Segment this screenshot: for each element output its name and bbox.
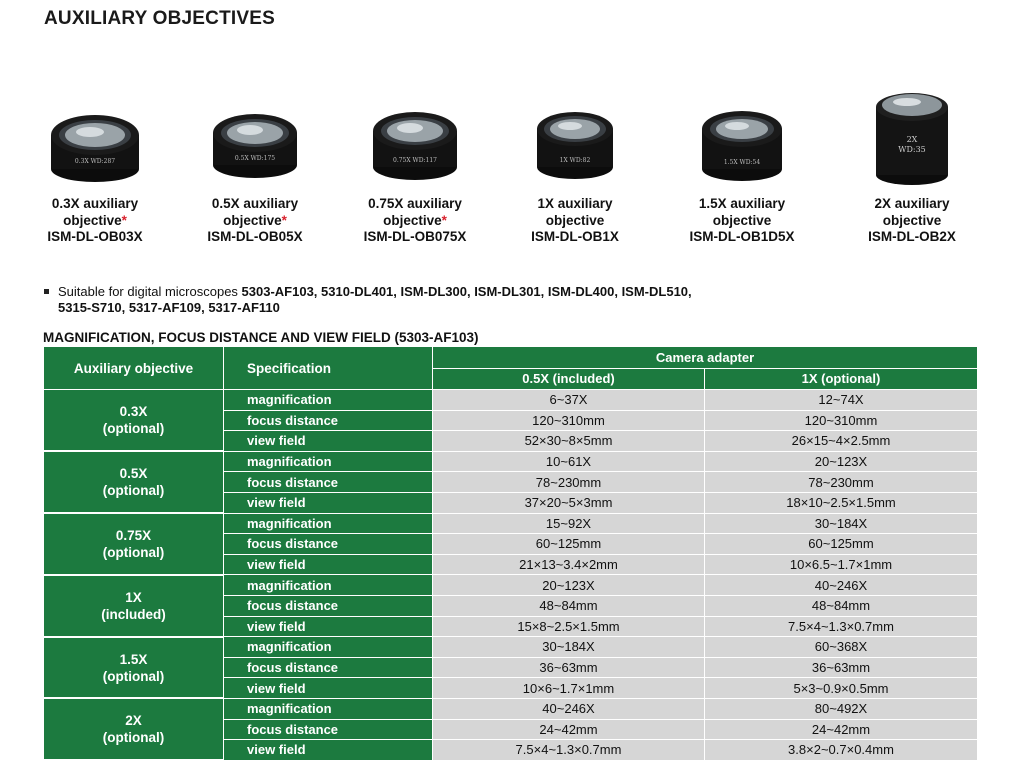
spec-label: magnification [224, 637, 433, 658]
value-05x: 21×13~3.4×2mm [433, 554, 705, 575]
value-1x: 18×10~2.5×1.5mm [705, 492, 978, 513]
value-1x: 78~230mm [705, 472, 978, 493]
value-1x: 60~125mm [705, 534, 978, 555]
value-05x: 36~63mm [433, 657, 705, 678]
compatibility-note [44, 284, 804, 316]
header-adapter-1x: 1X (optional) [705, 368, 978, 390]
value-1x: 60~368X [705, 637, 978, 658]
svg-text:1X WD:82: 1X WD:82 [559, 157, 591, 164]
value-05x: 6~37X [433, 390, 705, 411]
spec-label: focus distance [224, 719, 433, 740]
objective-group-cell [44, 637, 224, 699]
spec-label: focus distance [224, 472, 433, 493]
spec-label: focus distance [224, 410, 433, 431]
objective-group-cell [44, 451, 224, 513]
value-05x: 60~125mm [433, 534, 705, 555]
product-code: ISM-DL-OB1X [531, 229, 619, 244]
note-prefix: Suitable for digital microscopes [58, 284, 242, 299]
bullet-icon [44, 289, 49, 294]
objective-name: 0.3X [119, 404, 148, 420]
product-code: ISM-DL-OB075X [363, 229, 467, 244]
value-1x: 48~84mm [705, 595, 978, 616]
value-1x: 12~74X [705, 390, 978, 411]
value-1x: 30~184X [705, 513, 978, 534]
spec-label: magnification [224, 390, 433, 411]
product-type: objective [882, 212, 942, 228]
header-specification: Specification [224, 347, 433, 390]
value-1x: 36~63mm [705, 657, 978, 678]
product-name: 2X auxiliary [874, 196, 950, 211]
spec-label: focus distance [224, 657, 433, 678]
optional-star: * [281, 212, 287, 228]
optional-star: * [121, 212, 127, 228]
product-caption [170, 196, 340, 246]
spec-label: view field [224, 678, 433, 699]
product-card [657, 85, 827, 255]
product-caption [657, 196, 827, 246]
value-05x: 10~61X [433, 451, 705, 472]
value-05x: 7.5×4~1.3×0.7mm [433, 740, 705, 761]
svg-text:WD:35: WD:35 [898, 145, 926, 154]
objective-name: 1X [125, 589, 142, 605]
value-1x: 80~492X [705, 698, 978, 719]
product-caption [490, 196, 660, 246]
objective-lens-image [657, 85, 827, 195]
svg-text:1.5X WD:54: 1.5X WD:54 [723, 159, 761, 166]
objective-name: 1.5X [119, 651, 148, 667]
product-code: ISM-DL-OB1D5X [689, 229, 795, 244]
objective-group-cell [44, 390, 224, 452]
product-type: objective [223, 212, 282, 228]
product-type: objective [63, 212, 122, 228]
value-05x: 120~310mm [433, 410, 705, 431]
value-1x: 26×15~4×2.5mm [705, 431, 978, 452]
objective-status: (included) [101, 606, 166, 622]
spec-label: view field [224, 431, 433, 452]
objective-lens-image [490, 85, 660, 195]
product-type: objective [383, 212, 442, 228]
table-row [44, 637, 978, 658]
spec-label: magnification [224, 513, 433, 534]
product-type: objective [545, 212, 605, 228]
product-card [330, 85, 500, 255]
objective-lens-image [330, 85, 500, 195]
value-05x: 20~123X [433, 575, 705, 596]
spec-table [43, 346, 978, 761]
objective-lens-image [10, 85, 180, 195]
value-05x: 48~84mm [433, 595, 705, 616]
product-name: 1.5X auxiliary [698, 196, 786, 211]
objective-group-cell [44, 575, 224, 637]
note-models-cont: 5315-S710, 5317-AF109, 5317-AF110 [58, 300, 280, 315]
spec-label: view field [224, 492, 433, 513]
product-type: objective [712, 212, 772, 228]
value-1x: 7.5×4~1.3×0.7mm [705, 616, 978, 637]
objective-status: (optional) [102, 730, 165, 746]
product-name: 0.3X auxiliary [51, 196, 139, 211]
product-code: ISM-DL-OB03X [47, 229, 143, 244]
value-05x: 24~42mm [433, 719, 705, 740]
value-05x: 40~246X [433, 698, 705, 719]
objective-name: 2X [125, 713, 142, 729]
spec-label: magnification [224, 451, 433, 472]
product-name: 0.75X auxiliary [368, 196, 462, 211]
product-caption [330, 196, 500, 246]
svg-text:0.5X WD:175: 0.5X WD:175 [234, 155, 276, 162]
product-name: 1X auxiliary [537, 196, 613, 211]
page-title: AUXILIARY OBJECTIVES [44, 8, 275, 29]
value-1x: 40~246X [705, 575, 978, 596]
value-1x: 10×6.5~1.7×1mm [705, 554, 978, 575]
spec-label: view field [224, 616, 433, 637]
svg-text:0.3X WD:287: 0.3X WD:287 [74, 158, 116, 165]
table-row [44, 390, 978, 411]
svg-text:2X: 2X [906, 135, 918, 144]
objective-status: (optional) [102, 668, 165, 684]
objective-name: 0.75X [115, 527, 152, 543]
value-05x: 30~184X [433, 637, 705, 658]
product-code: ISM-DL-OB2X [868, 229, 956, 244]
value-05x: 15×8~2.5×1.5mm [433, 616, 705, 637]
header-adapter-05x: 0.5X (included) [433, 368, 705, 390]
table-row [44, 575, 978, 596]
spec-label: view field [224, 740, 433, 761]
spec-label: view field [224, 554, 433, 575]
value-1x: 20~123X [705, 451, 978, 472]
product-caption [827, 196, 997, 246]
value-05x: 52×30~8×5mm [433, 431, 705, 452]
table-row [44, 451, 978, 472]
header-objective: Auxiliary objective [44, 347, 224, 390]
header-camera-adapter: Camera adapter [433, 347, 978, 369]
product-gallery [0, 85, 1024, 255]
spec-label: magnification [224, 698, 433, 719]
value-05x: 37×20~5×3mm [433, 492, 705, 513]
product-card [10, 85, 180, 255]
table-row [44, 698, 978, 719]
product-code: ISM-DL-OB05X [207, 229, 303, 244]
objective-lens-image [827, 85, 997, 195]
objective-lens-image [170, 85, 340, 195]
value-1x: 5×3~0.9×0.5mm [705, 678, 978, 699]
product-card [490, 85, 660, 255]
spec-label: focus distance [224, 534, 433, 555]
value-1x: 120~310mm [705, 410, 978, 431]
value-1x: 24~42mm [705, 719, 978, 740]
product-caption [10, 196, 180, 246]
product-name: 0.5X auxiliary [211, 196, 299, 211]
product-card [170, 85, 340, 255]
objective-status: (optional) [102, 544, 165, 560]
table-row [44, 513, 978, 534]
value-05x: 15~92X [433, 513, 705, 534]
optional-star: * [441, 212, 447, 228]
objective-group-cell [44, 513, 224, 575]
value-05x: 10×6~1.7×1mm [433, 678, 705, 699]
svg-text:0.75X WD:117: 0.75X WD:117 [393, 157, 437, 164]
value-05x: 78~230mm [433, 472, 705, 493]
spec-label: magnification [224, 575, 433, 596]
objective-status: (optional) [102, 483, 165, 499]
value-1x: 3.8×2~0.7×0.4mm [705, 740, 978, 761]
objective-group-cell [44, 698, 224, 760]
objective-name: 0.5X [119, 466, 148, 482]
spec-label: focus distance [224, 595, 433, 616]
note-models: 5303-AF103, 5310-DL401, ISM-DL300, ISM-DL301, ISM-DL400, ISM-DL510, [241, 284, 692, 299]
objective-status: (optional) [102, 421, 165, 437]
product-card [827, 85, 997, 255]
section-title: MAGNIFICATION, FOCUS DISTANCE AND VIEW FIELD (5303-AF103) [43, 330, 479, 345]
